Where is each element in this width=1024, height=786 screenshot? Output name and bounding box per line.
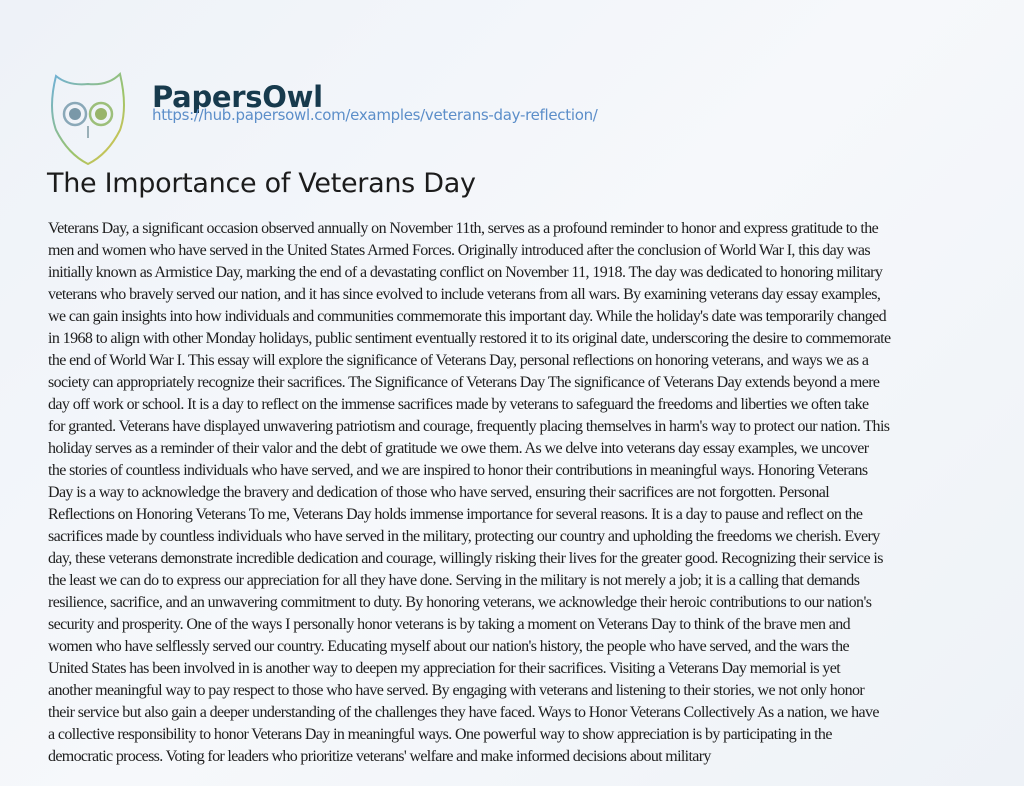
body-text-line: day off work or school. It is a day to reflect on the immense sacrifices made by veterans to safeguard the freedoms and liberties we often take — [48, 396, 869, 413]
body-text-line: men and women who have served in the United States Armed Forces. Originally introduced after the conclusion of World War I, this day was — [48, 242, 871, 259]
body-text-line: women who have selflessly served our country. Educating myself about our nation's history, the people who have served, and the wars the — [48, 638, 849, 655]
body-text-line: their service but also gain a deeper understanding of the challenges they have faced. Ways to Honor Veterans Collectively As a nation, we have — [48, 704, 879, 721]
body-text-line: sacrifices made by countless individuals who have served in the military, protecting our country and upholding the freedoms we cherish. Every — [48, 528, 880, 545]
body-text-line: the least we can do to express our appreciation for all they have done. Serving in the military is not merely a job; it is a calling that demands — [48, 572, 860, 589]
body-text-line: United States has been involved in is another way to deepen my appreciation for their sacrifices. Visiting a Veterans Day memorial is yet — [48, 660, 841, 677]
source-url-link[interactable]: https://hub.papersowl.com/examples/veterans-day-reflection/ — [152, 106, 598, 124]
document-title: The Importance of Veterans Day — [47, 168, 476, 199]
body-text-line: Reflections on Honoring Veterans To me, Veterans Day holds immense importance for several reasons. It is a day to pause and reflect on the — [48, 506, 863, 523]
body-text-line: resilience, sacrifice, and an unwavering commitment to duty. By honoring veterans, we acknowledge their heroic contributions to our nation's — [48, 594, 872, 611]
body-text-line: the end of World War I. This essay will explore the significance of Veterans Day, personal reflections on honoring veterans, and ways we as a — [48, 352, 869, 369]
body-text-line: for granted. Veterans have displayed unwavering patriotism and courage, frequently placing themselves in harm's way to protect our nation. This — [48, 418, 890, 435]
body-text-line: Day is a way to acknowledge the bravery and dedication of those who have served, ensuring their sacrifices are not forgotten. Personal — [48, 484, 830, 501]
body-text-line: another meaningful way to pay respect to those who have served. By engaging with veterans and listening to their stories, we not only honor — [48, 682, 865, 699]
body-text-line: veterans who bravely served our nation, and it has since evolved to include veterans from all wars. By examining veterans day essay examples, — [48, 286, 881, 303]
document-body — [48, 218, 1008, 768]
body-text-line: we can gain insights into how individuals and communities commemorate this important day. While the holiday's date was temporarily changed — [48, 308, 887, 325]
body-text-line: a collective responsibility to honor Veterans Day in meaningful ways. One powerful way to show appreciation is by participating in the — [48, 726, 832, 743]
papersowl-logo-icon — [48, 68, 128, 168]
body-text-line: Veterans Day, a significant occasion observed annually on November 11th, serves as a profound reminder to honor and express gratitude to the — [48, 220, 879, 237]
body-text-line: society can appropriately recognize their sacrifices. The Significance of Veterans Day The significance of Veterans Day extends beyond a mere — [48, 374, 880, 391]
body-text-line: initially known as Armistice Day, marking the end of a devastating conflict on November 11, 1918. The day was dedicated to honoring military — [48, 264, 883, 281]
body-text-line: holiday serves as a reminder of their valor and the debt of gratitude we owe them. As we delve into veterans day essay examples, we uncover — [48, 440, 869, 457]
body-text-line: day, these veterans demonstrate incredible dedication and courage, willingly risking their lives for the greater good. Recognizing their service is — [48, 550, 883, 567]
body-text-line: the stories of countless individuals who have served, and we are inspired to honor their contributions in meaningful ways. Honoring Veterans — [48, 462, 868, 479]
brand-name: PapersOwl — [152, 80, 323, 114]
body-text-line: democratic process. Voting for leaders who prioritize veterans' welfare and make informed decisions about military — [48, 748, 711, 765]
body-text-line: in 1968 to align with other Monday holidays, public sentiment eventually restored it to its original date, underscoring the desire to commemorate — [48, 330, 891, 347]
body-text-line: security and prosperity. One of the ways I personally honor veterans is by taking a moment on Veterans Day to think of the brave men and — [48, 616, 851, 633]
